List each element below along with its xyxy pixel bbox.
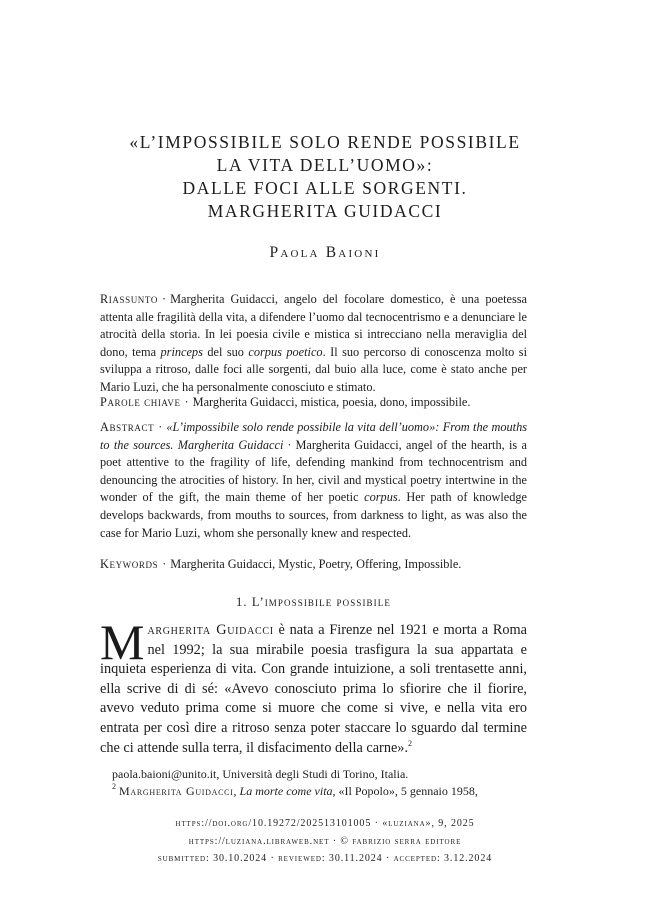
section-heading	[100, 595, 527, 610]
title-line: MARGHERITA GUIDACCI	[207, 201, 443, 221]
riassunto-text: . Il suo percorso di conoscenza molto si sviluppa a ritroso, dalle foci alle sorgenti, dal buio alla luce, come è stato anche per Mario Luzi, che ha personalmente conosciuto e stimato.	[100, 344, 528, 394]
separator-dot: ·	[161, 292, 167, 306]
footnotes	[100, 766, 527, 800]
parole-chiave-label: Parole chiave	[100, 395, 181, 409]
body-text: è nata a Firenze nel 1921 e morta a Roma nel 1992; la sua mirabile poesia trasfigura la sua appartata e inquieta esperienza di vita. Con grande intuizione, a soli trentasette anni, ella scrive di di sé: «Avevo conosciuto prima lo sfiorire che il fiorire, avevo veduto prima come si muore che come si vive, e nella vita ero entrata per così dire a ritroso senza poter staccare lo sguardo dal termine che ci attende sulla terra, il disfacimento della carne».	[100, 622, 527, 756]
footnote-work-title: La morte come vita	[239, 784, 333, 798]
section-title: L’impossibile possibile	[251, 595, 391, 609]
parole-chiave-text: Margherita Guidacci, mistica, poesia, dono, impossibile.	[192, 395, 471, 409]
abstract-italic: corpus	[364, 490, 398, 505]
title-line: DALLE FOCI ALLE SORGENTI.	[182, 178, 468, 198]
author-name: Paola Baioni	[269, 244, 381, 261]
footnote-comma: ,	[233, 784, 237, 798]
keywords-label: Keywords	[100, 557, 159, 571]
title-line: «L’IMPOSSIBILE SOLO RENDE POSSIBILE	[129, 132, 521, 152]
abstract-english-title: «L’impossibile solo rende possibile la vita dell’uomo»: From the mouths to the sources. Margherita Guidacci	[100, 420, 527, 452]
article-title	[60, 131, 590, 223]
dates-line: submitted: 30.10.2024 · reviewed: 30.11.2024 · accepted: 3.12.2024	[157, 853, 493, 864]
separator-dot: ·	[158, 420, 163, 434]
riassunto-paragraph	[100, 291, 527, 397]
keywords-paragraph	[100, 556, 527, 574]
parole-chiave-paragraph	[100, 394, 527, 412]
footnote-text: , «Il Popolo», 5 gennaio 1958,	[332, 784, 478, 798]
riassunto-italic: corpus poetico	[248, 344, 323, 359]
footnote-number: 2	[112, 782, 116, 791]
author-name-smallcaps: argherita Guidacci	[147, 622, 274, 638]
footnote-author: Margherita Guidacci	[119, 784, 234, 798]
title-line: LA VITA DELL’UOMO»:	[216, 155, 434, 175]
abstract-text: Margherita Guidacci, angel of the hearth, is a poet attentive to the fragility of life, defending mankind from technocentrism and denouncing the atrocities of history. In her, civil and mystical poetry intertwine in the wonder of the gift, the main theme of her poetic	[100, 437, 527, 505]
body-paragraph	[100, 614, 527, 758]
keywords-text: Margherita Guidacci, Mystic, Poetry, Offering, Impossible.	[170, 557, 462, 571]
footnote-2	[100, 783, 527, 800]
separator-dot: ·	[287, 437, 292, 452]
abstract-label: Abstract	[100, 420, 155, 434]
page-footer	[60, 815, 590, 868]
separator-dot: ·	[162, 557, 167, 571]
abstract-paragraph	[100, 419, 527, 542]
publisher-line: https://luziana.libraweb.net · © fabrizio serra editore	[188, 835, 462, 847]
footnote-reference: 2	[408, 738, 413, 748]
riassunto-text: del suo	[202, 344, 249, 359]
riassunto-text: Margherita Guidacci, angelo del focolare domestico, è una poetessa attenta alle fragilità della vita, a difendere l’uomo dal tecnocentrismo e a denunciare le atrocità della storia. In lei poesia civile e mistica si intrecciano nella meraviglia del dono, tema	[100, 292, 527, 359]
section-number: 1.	[236, 595, 248, 609]
riassunto-label: Riassunto	[100, 292, 158, 306]
separator-dot: ·	[184, 395, 189, 409]
abstract-text: . Her path of knowledge develops backwards, from mouths to sources, from darkness to light, as was also the case for Mario Luzi, whom she personally knew and respected.	[100, 490, 527, 540]
riassunto-italic: princeps	[160, 344, 203, 359]
doi-line: https://doi.org/10.19272/202513101005 · «luziana», 9, 2025	[175, 818, 475, 829]
drop-cap: M	[100, 614, 145, 670]
author-affiliation-note: paola.baioni@unito.it, Università degli Studi di Torino, Italia.	[112, 767, 409, 781]
